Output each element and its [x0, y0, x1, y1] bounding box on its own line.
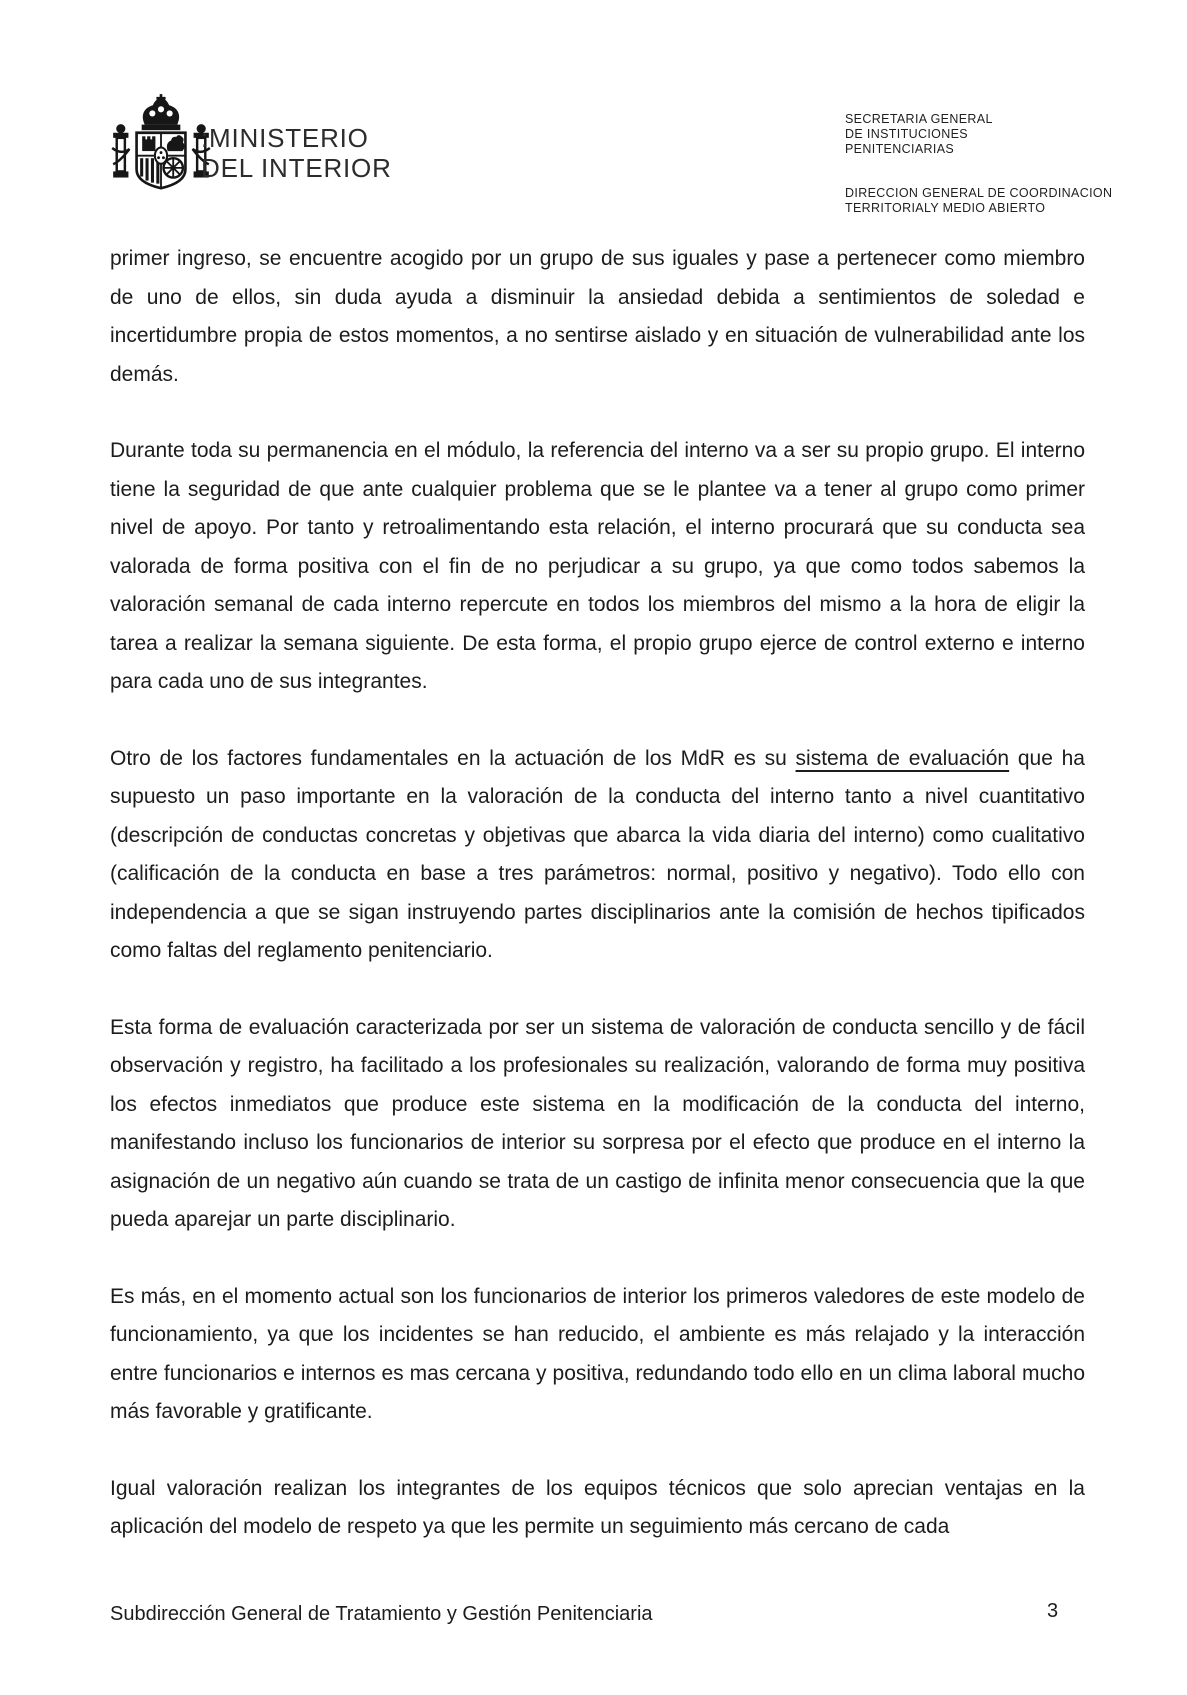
footer-department: Subdirección General de Tratamiento y Gestión Penitenciaria	[110, 1603, 653, 1625]
paragraph-5: Es más, en el momento actual son los funcionarios de interior los primeros valedores de este modelo de funcionamiento, ya que los incidentes se han reducido, el ambiente es más relajado y la interacción entre funcionarios e internos es mas cercana y positiva, redundando todo ello en un clima laboral mucho más favorable y gratificante.	[110, 1284, 1085, 1423]
ministry-line1: :MINISTERIO	[201, 123, 369, 153]
underlined-phrase: sistema de evaluación	[795, 746, 1010, 770]
secretaria-line: DE INSTITUCIONES	[845, 127, 968, 141]
page-number: 3	[1047, 1600, 1059, 1622]
paragraph-6: Igual valoración realizan los integrantes de los equipos técnicos que solo aprecian ventajas en la aplicación del modelo de respeto ya que les permite un seguimiento más cercano de cada	[110, 1476, 1085, 1538]
spain-coat-of-arms-icon	[106, 90, 216, 204]
secretaria-line: PENITENCIARIAS	[845, 142, 955, 156]
paragraph-4: Esta forma de evaluación caracterizada por ser un sistema de valoración de conducta sencillo y de fácil observación y registro, ha facilitado a los profesionales su realización, valorando de forma muy positiva los efectos inmediatos que produce este sistema en la modificación de la conducta del interno, manifestando incluso los funcionarios de interior su sorpresa por el efecto que produce en el interno la asignación de un negativo aún cuando se trata de un castigo de infinita menor consecuencia que la que pueda aparejar un parte disciplinario.	[110, 1015, 1085, 1231]
paragraph-1: primer ingreso, se encuentre acogido por un grupo de sus iguales y pase a pertenecer como miembro de uno de ellos, sin duda ayuda a disminuir la ansiedad debida a sentimientos de soledad e incertidumbre propia de estos momentos, a no sentirse aislado y en situación de vulnerabilidad ante los demás.	[110, 247, 1085, 386]
direccion-line: DIRECCION GENERAL DE COORDINACION	[845, 186, 1113, 200]
ministry-line2: DEL INTERIOR	[201, 153, 392, 183]
secretaria-line: SECRETARIA GENERAL	[845, 112, 993, 126]
direccion-general-block	[845, 186, 1112, 216]
secretaria-general-block	[845, 112, 993, 157]
paragraph-3-after: que ha supuesto un paso importante en la valoración de la conducta del interno tanto a nivel cuantitativo (descripción de conductas concretas y objetivas que abarca la vida diaria del interno) como cualitativo (calificación de la conducta en base a tres parámetros: normal, positivo y negativo). Todo ello con independencia a que se sigan instruyendo partes disciplinarios ante la comisión de hechos tipificados como faltas del reglamento penitenciario.	[110, 746, 1085, 962]
paragraph-3	[110, 740, 1085, 971]
ministry-name	[201, 123, 392, 183]
document-body	[110, 240, 1085, 1585]
paragraph-2: Durante toda su permanencia en el módulo, la referencia del interno va a ser su propio grupo. El interno tiene la seguridad de que ante cualquier problema que se le plantee va a tener al grupo como primer nivel de apoyo. Por tanto y retroalimentando esta relación, el interno procurará que su conducta sea valorada de forma positiva con el fin de no perjudicar a su grupo, ya que como todos sabemos la valoración semanal de cada interno repercute en todos los miembros del mismo a la hora de eligir la tarea a realizar la semana siguiente. De esta forma, el propio grupo ejerce de control externo e interno para cada uno de sus integrantes.	[110, 439, 1085, 693]
direccion-line: TERRITORIALY MEDIO ABIERTO	[845, 201, 1046, 215]
paragraph-3-before: Otro de los factores fundamentales en la actuación de los MdR es su	[110, 746, 796, 770]
